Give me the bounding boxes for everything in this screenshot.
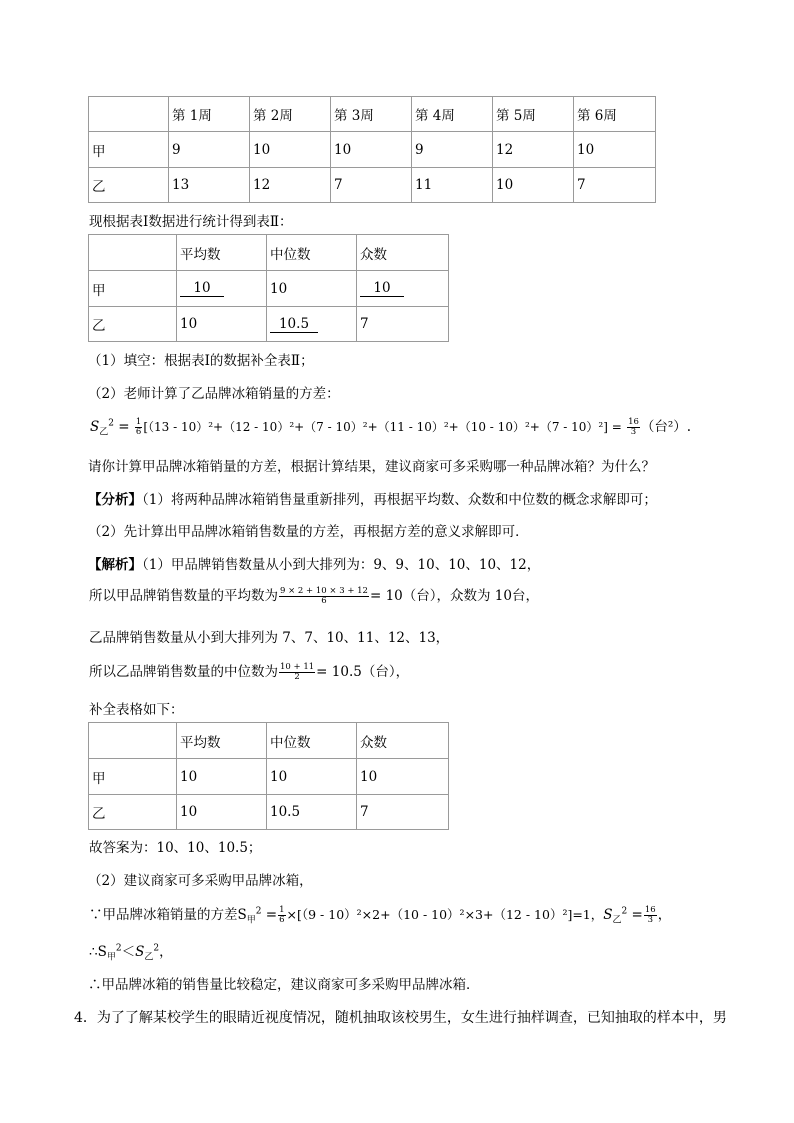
table-header-row bbox=[89, 723, 449, 759]
table-cell: 10 bbox=[493, 168, 574, 203]
table-cell: 10 bbox=[177, 307, 267, 342]
complete-label: 补全表格如下： bbox=[89, 702, 184, 718]
equals: = bbox=[114, 419, 130, 435]
answer-line: 故答案为：10、10、10.5； bbox=[89, 840, 262, 856]
table-cell: 7 bbox=[331, 168, 412, 203]
mean-line: 所以甲品牌销售数量的平均数为 $\frac{9 \times 2 + 10 \times 3 + 12}{6}$ = 10（台），众数为 10台， bbox=[89, 586, 539, 606]
table-cell: 9 bbox=[169, 132, 250, 168]
analysis-line-1: 【分析】（1）将两种品牌冰箱销售量重新排列，再根据平均数、众数和中位数的概念求解即可； bbox=[88, 492, 657, 508]
question-2: （2）老师计算了乙品牌冰箱销量的方差： bbox=[88, 386, 340, 402]
median-line: 所以乙品牌销售数量的中位数为 $\frac{10 + 11}{2}$ = 10.5（台）， bbox=[89, 662, 410, 682]
table-cell: 甲 bbox=[89, 132, 169, 168]
table-cell: 第 2周 bbox=[250, 97, 331, 132]
table-cell bbox=[89, 723, 177, 759]
table-cell: 7 bbox=[357, 795, 449, 830]
table-row bbox=[89, 271, 449, 307]
table-cell: 12 bbox=[250, 168, 331, 203]
table-cell bbox=[89, 97, 169, 132]
variance-jia-line: ∵甲品牌冰箱销量的方差$S_甲^2$ = $\frac{1}{6}$ ×[（9 - 10）²×2+（10 - 10）²×3+（12 - 10）²]=1，$S_乙^2$ = $\frac{16}{3}$ ， bbox=[89, 905, 672, 926]
fraction: $\frac{16}{3}$ bbox=[644, 905, 656, 925]
table-cell bbox=[89, 235, 177, 271]
question-4: 4．为了了解某校学生的眼睛近视度情况，随机抽取该校男生，女生进行抽样调查，已知抽取的样本中，男 bbox=[74, 1010, 727, 1026]
suggest-line: （2）建议商家可多采购甲品牌冰箱， bbox=[88, 873, 313, 889]
table-header-row bbox=[89, 97, 656, 132]
table-row bbox=[89, 132, 656, 168]
table-cell: 11 bbox=[412, 168, 493, 203]
table-cell: 10.5 bbox=[267, 795, 357, 830]
intro-table2: 现根据表Ⅰ数据进行统计得到表Ⅱ： bbox=[89, 214, 293, 230]
filled-blank: 10.5 bbox=[270, 317, 318, 333]
table-cell: 10 bbox=[177, 795, 267, 830]
table-cell: 第 5周 bbox=[493, 97, 574, 132]
table-cell: 10 bbox=[250, 132, 331, 168]
symbol-s: S bbox=[90, 419, 100, 435]
filled-blank: 10 bbox=[360, 281, 404, 297]
table-cell bbox=[357, 271, 449, 307]
fraction: $\frac{10 + 11}{2}$ bbox=[280, 662, 315, 682]
table-cell: 中位数 bbox=[267, 235, 357, 271]
table-cell: 10 bbox=[267, 759, 357, 795]
analysis-line-2: （2）先计算出甲品牌冰箱销售数量的方差，再根据方差的意义求解即可． bbox=[88, 524, 529, 540]
subscript: 乙 bbox=[99, 427, 109, 438]
table-cell bbox=[267, 307, 357, 342]
fraction: $\frac{1}{6}$ bbox=[279, 905, 285, 925]
solution-tag: 【解析】 bbox=[88, 557, 142, 573]
table-cell: 10 bbox=[331, 132, 412, 168]
table-cell: 平均数 bbox=[177, 723, 267, 759]
table-cell: 7 bbox=[357, 307, 449, 342]
fraction: $\frac{1}{6}$ bbox=[135, 417, 142, 437]
table-cell: 中位数 bbox=[267, 723, 357, 759]
table-cell: 12 bbox=[493, 132, 574, 168]
question-ask: 请你计算甲品牌冰箱销量的方差，根据计算结果，建议商家可多采购哪一种品牌冰箱？为什么？ bbox=[88, 459, 655, 475]
table-weekly-sales bbox=[88, 96, 656, 203]
table-row bbox=[89, 168, 656, 203]
table-row bbox=[89, 759, 449, 795]
table-cell: 众数 bbox=[357, 235, 449, 271]
table-completed bbox=[88, 722, 449, 830]
table-cell: 第 1周 bbox=[169, 97, 250, 132]
sorted-yi: 乙品牌销售数量从小到大排列为 7、7、10、11、12、13， bbox=[89, 630, 450, 646]
conclusion-line: ∴甲品牌冰箱的销售量比较稳定，建议商家可多采购甲品牌冰箱． bbox=[88, 977, 480, 993]
solution-line-1: 【解析】（1）甲品牌销售数量从小到大排列为：9、9、10、10、10、12， bbox=[88, 557, 541, 573]
table-cell: 平均数 bbox=[177, 235, 267, 271]
table-cell: 乙 bbox=[89, 168, 169, 203]
table-header-row bbox=[89, 235, 449, 271]
variance-yi-formula bbox=[90, 415, 691, 438]
table-cell: 第 6周 bbox=[574, 97, 656, 132]
table-cell: 10 bbox=[357, 759, 449, 795]
table-row bbox=[89, 795, 449, 830]
variance-expression: [（13 - 10）²+（12 - 10）²+（7 - 10）²+（11 - 10）²+（10 - 10）²+（7 - 10）²] = bbox=[143, 420, 622, 434]
table-cell: 10 bbox=[177, 759, 267, 795]
table-cell: 乙 bbox=[89, 307, 177, 342]
filled-blank: 10 bbox=[180, 281, 224, 297]
question-1: （1）填空：根据表Ⅰ的数据补全表Ⅱ； bbox=[88, 353, 314, 369]
table-cell: 7 bbox=[574, 168, 656, 203]
table-cell bbox=[177, 271, 267, 307]
table-cell: 第 4周 bbox=[412, 97, 493, 132]
table-row bbox=[89, 307, 449, 342]
fraction: $\frac{16}{3}$ bbox=[628, 417, 639, 437]
analysis-tag: 【分析】 bbox=[88, 492, 142, 508]
table-cell: 10 bbox=[267, 271, 357, 307]
table-cell: 众数 bbox=[357, 723, 449, 759]
unit: （台²）. bbox=[640, 419, 692, 435]
table-cell: 甲 bbox=[89, 271, 177, 307]
table-cell: 13 bbox=[169, 168, 250, 203]
table-cell: 10 bbox=[574, 132, 656, 168]
table-statistics bbox=[88, 234, 449, 342]
compare-line: $\therefore S_甲^2<S_乙^2$， bbox=[89, 943, 173, 963]
table-cell: 9 bbox=[412, 132, 493, 168]
fraction: $\frac{9 \times 2 + 10 \times 3 + 12}{6}$ bbox=[280, 586, 368, 606]
table-cell: 甲 bbox=[89, 759, 177, 795]
table-cell: 乙 bbox=[89, 795, 177, 830]
table-cell: 第 3周 bbox=[331, 97, 412, 132]
superscript: 2 bbox=[108, 418, 114, 429]
